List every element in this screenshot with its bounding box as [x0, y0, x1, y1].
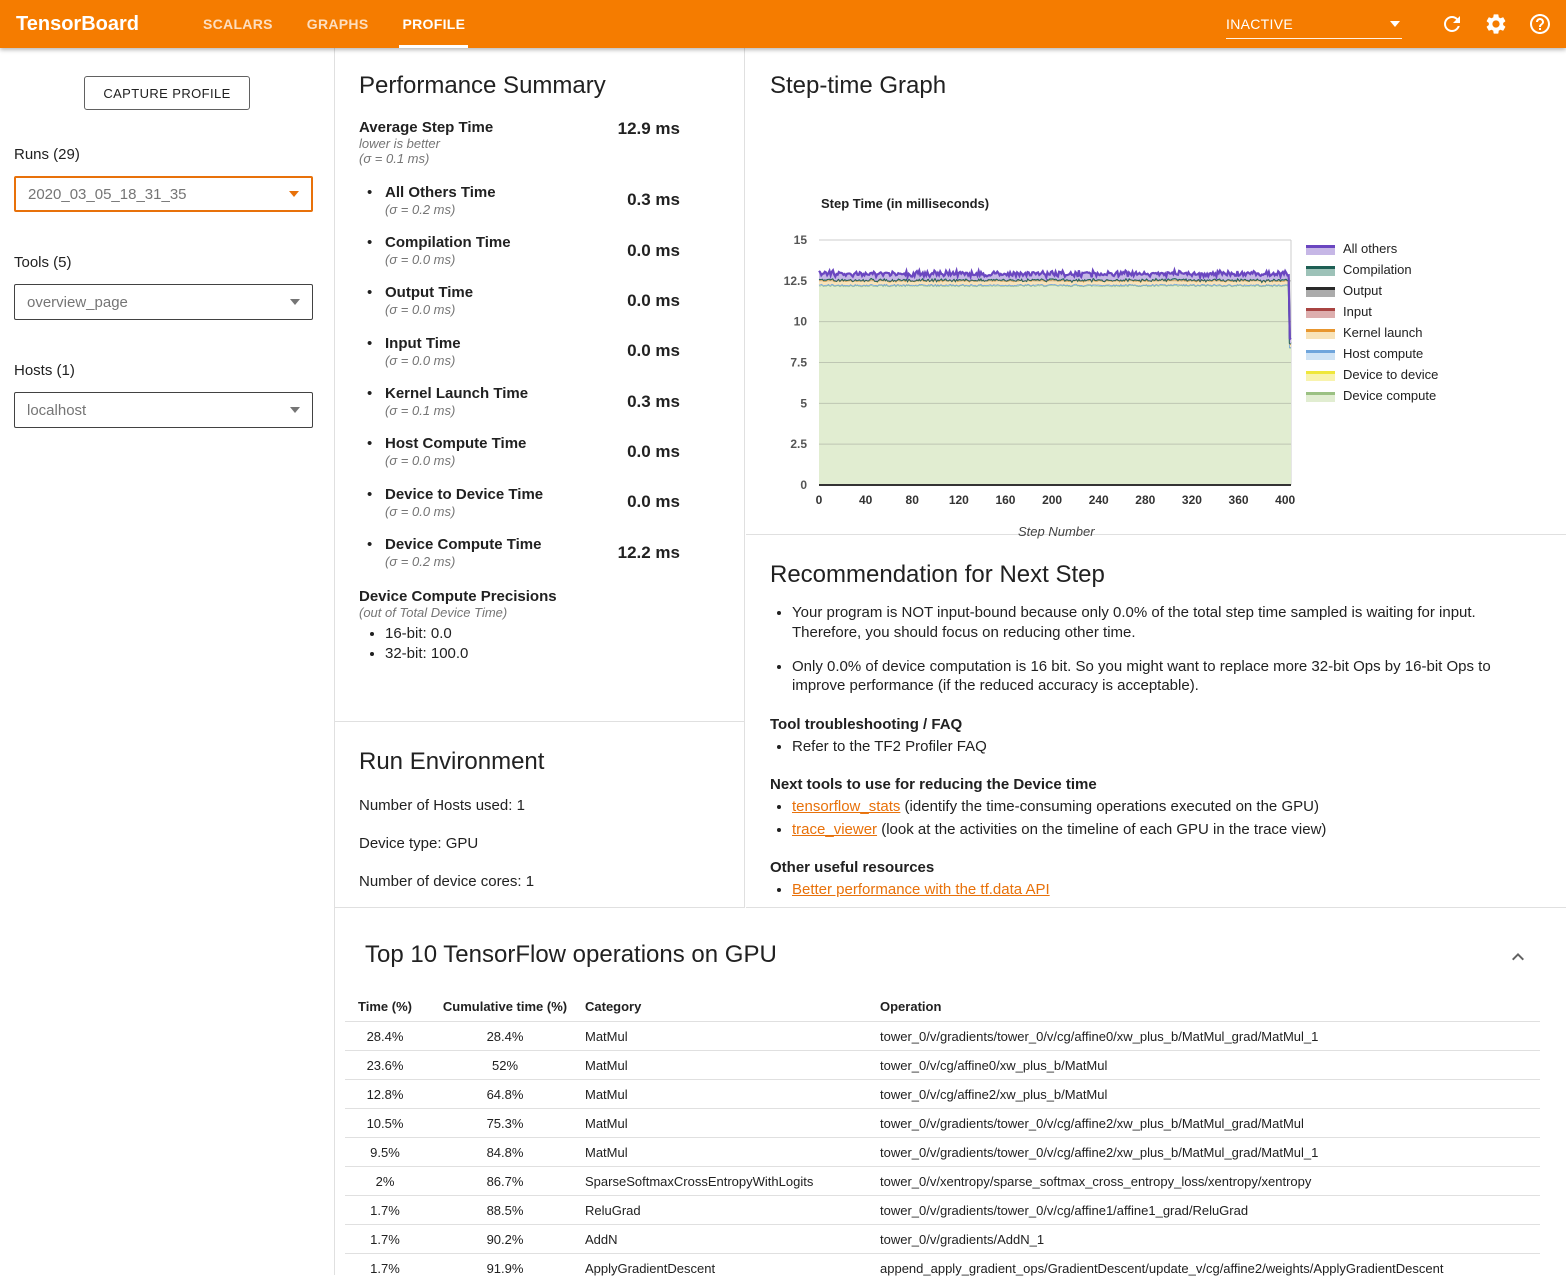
table-row [345, 1108, 1540, 1137]
settings-gear-icon[interactable] [1484, 12, 1508, 36]
svg-text:10: 10 [793, 314, 807, 329]
performance-item-label: Device Compute Time [385, 535, 542, 553]
recommendation-link[interactable]: trace_viewer [792, 820, 878, 838]
table-row [345, 1224, 1540, 1253]
performance-item-sigma: (σ = 0.0 ms) [385, 352, 456, 368]
table-cell: MatMul [585, 1057, 628, 1073]
recommendation-link[interactable]: Better performance with the tf.data API [792, 880, 1050, 898]
svg-text:120: 120 [948, 493, 969, 507]
performance-item-label: All Others Time [385, 183, 496, 201]
legend-fill [1306, 332, 1335, 339]
tools-dropdown[interactable] [14, 284, 313, 320]
table-cell: tower_0/v/gradients/AddN_1 [880, 1231, 1045, 1247]
right-column [746, 48, 1566, 908]
step-time-graph-title: Step-time Graph [770, 72, 947, 99]
svg-text:12.5: 12.5 [783, 273, 807, 288]
legend-swatch-device-compute [1306, 390, 1335, 402]
step-time-chart [746, 166, 1566, 539]
table-cell: 86.7% [486, 1173, 524, 1189]
average-step-time-sigma: (σ = 0.1 ms) [359, 151, 430, 167]
column-header: Time (%) [358, 998, 412, 1014]
legend-fill [1306, 374, 1335, 381]
table-cell: 88.5% [486, 1202, 524, 1218]
performance-item-value: 12.2 ms [617, 542, 680, 562]
recommendation-item [792, 880, 1536, 899]
hosts-dropdown-value: localhost [27, 401, 87, 419]
run-environment-line: Number of Hosts used: 1 [359, 797, 525, 814]
svg-text:7.5: 7.5 [790, 355, 807, 370]
performance-item-label: Compilation Time [385, 233, 511, 251]
legend-fill [1306, 353, 1335, 360]
tools-dropdown-value: overview_page [27, 293, 128, 311]
table-cell: tower_0/v/cg/affine0/xw_plus_b/MatMul [880, 1057, 1108, 1073]
legend-swatch-input [1306, 306, 1335, 318]
table-cell: 28.4% [366, 1028, 404, 1044]
step-time-chart-canvas [746, 210, 1566, 510]
hosts-label: Hosts (1) [14, 362, 75, 379]
step-time-graph-card [746, 48, 1566, 539]
legend-item [1306, 322, 1438, 343]
performance-item-text [385, 234, 511, 267]
table-cell: MatMul [585, 1115, 628, 1131]
recommendation-bullet: • Only 0.0% of device computation is 16 bit. So you might want to replace more 32-bit Ops by 16-bit Ops to improve performance (if the reduced accuracy is acceptable). [792, 657, 1536, 697]
bullet-dot: • [367, 183, 373, 201]
svg-text:400: 400 [1275, 493, 1296, 507]
performance-item [359, 435, 720, 468]
legend-label: Compilation [1343, 262, 1412, 277]
runs-group [0, 146, 334, 212]
legend-fill [1306, 290, 1335, 297]
x-axis-title: Step Number [1018, 524, 1095, 539]
legend-swatch-output [1306, 285, 1335, 297]
chevron-down-icon [1390, 21, 1400, 27]
svg-text:0: 0 [800, 478, 807, 492]
recommendation-section [770, 716, 1536, 756]
hosts-dropdown[interactable] [14, 392, 313, 428]
legend-label: Device compute [1343, 388, 1437, 403]
runs-dropdown[interactable] [14, 176, 313, 212]
performance-item-text [385, 536, 541, 569]
recommendation-section-heading: Other useful resources [770, 858, 935, 876]
svg-text:280: 280 [1135, 493, 1156, 507]
table-cell: 1.7% [370, 1260, 400, 1276]
table-cell: 52% [491, 1057, 519, 1073]
legend-fill [1306, 248, 1335, 255]
legend-item [1306, 343, 1438, 364]
table-cell: MatMul [585, 1028, 628, 1044]
table-cell: tower_0/v/gradients/tower_0/v/cg/affine0/xw_plus_b/MatMul_grad/MatMul_1 [880, 1028, 1319, 1044]
table-cell: SparseSoftmaxCrossEntropyWithLogits [585, 1173, 814, 1189]
performance-breakdown-list [359, 184, 720, 570]
runs-label: Runs (29) [14, 146, 80, 163]
main-content [335, 48, 1566, 1275]
recommendation-card [746, 535, 1566, 899]
top-app-bar [0, 0, 1566, 48]
table-row [345, 1050, 1540, 1079]
top-ops-header [335, 909, 1566, 969]
collapse-chevron-up-icon[interactable] [1506, 945, 1530, 969]
average-step-time-note: lower is better [359, 136, 440, 151]
table-cell: 91.9% [486, 1260, 524, 1276]
table-row [345, 1137, 1540, 1166]
recommendation-title: Recommendation for Next Step [770, 561, 1105, 588]
precisions-note: (out of Total Device Time) [359, 605, 508, 621]
svg-text:360: 360 [1228, 493, 1249, 507]
performance-item-value: 0.3 ms [627, 391, 680, 411]
precisions-label: Device Compute Precisions [359, 588, 557, 606]
column-header: Cumulative time (%) [442, 998, 568, 1014]
chevron-down-icon [290, 407, 300, 413]
performance-item-value: 0.0 ms [627, 290, 680, 310]
legend-swatch-all-others [1306, 243, 1335, 255]
legend-label: Kernel launch [1343, 325, 1423, 340]
bullet-dot: • [367, 233, 373, 251]
hosts-group [0, 362, 334, 428]
tab-scalars[interactable]: SCALARS [203, 16, 273, 32]
performance-item-text [385, 385, 528, 418]
table-row [345, 1253, 1540, 1282]
legend-swatch-device-to-device [1306, 369, 1335, 381]
column-header: Operation [880, 998, 942, 1014]
table-cell: tower_0/v/xentropy/sparse_softmax_cross_entropy_loss/xentropy/xentropy [880, 1173, 1312, 1189]
run-environment-line: Device type: GPU [359, 835, 479, 852]
nav-tabs [186, 0, 482, 48]
recommendation-section-heading: Tool troubleshooting / FAQ [770, 716, 963, 734]
table-cell: 28.4% [486, 1028, 524, 1044]
table-cell: 84.8% [486, 1144, 524, 1160]
table-row [345, 1079, 1540, 1108]
table-cell: MatMul [585, 1086, 628, 1102]
precision-item: • 32-bit: 100.0 [385, 645, 720, 662]
table-cell: append_apply_gradient_ops/GradientDescent/update_v/cg/affine2/weights/ApplyGradientDescent [880, 1260, 1444, 1276]
average-step-time-value: 12.9 ms [617, 119, 680, 138]
svg-text:40: 40 [858, 493, 873, 507]
average-step-time [359, 119, 720, 167]
legend-label: Input [1343, 304, 1372, 319]
performance-item-value: 0.0 ms [627, 441, 680, 461]
bullet-dot: • [367, 384, 373, 402]
legend-swatch-kernel-launch [1306, 327, 1335, 339]
svg-text:80: 80 [905, 493, 919, 507]
performance-item-label: Input Time [385, 334, 461, 352]
table-cell: ReluGrad [585, 1202, 641, 1218]
recommendation-link[interactable]: tensorflow_stats [792, 798, 901, 816]
performance-item-value: 0.0 ms [627, 240, 680, 260]
performance-item-text [385, 184, 496, 217]
table-cell: MatMul [585, 1144, 628, 1160]
recommendation-item: • tensorflow_stats (identify the time-consuming operations executed on the GPU) [792, 797, 1536, 816]
average-step-time-label: Average Step Time [359, 119, 494, 136]
chart-title: Step Time (in milliseconds) [821, 196, 990, 211]
bullet-dot: • [367, 535, 373, 553]
bullet-dot: • [367, 485, 373, 503]
chevron-down-icon [289, 191, 299, 197]
performance-item-label: Kernel Launch Time [385, 384, 529, 402]
table-cell: 75.3% [486, 1115, 524, 1131]
legend-fill [1306, 311, 1335, 318]
table-cell: 90.2% [486, 1231, 524, 1247]
performance-item [359, 486, 720, 519]
legend-item [1306, 385, 1438, 406]
performance-item-text [385, 435, 526, 468]
performance-item [359, 284, 720, 317]
legend-item [1306, 364, 1438, 385]
table-cell: 9.5% [370, 1144, 400, 1160]
performance-item-label: Output Time [385, 284, 474, 302]
svg-text:240: 240 [1088, 493, 1109, 507]
performance-item-label: Host Compute Time [385, 435, 527, 453]
performance-item-sigma: (σ = 0.0 ms) [385, 453, 456, 469]
table-cell: AddN [585, 1231, 618, 1247]
table-row [345, 1195, 1540, 1224]
performance-item-sigma: (σ = 0.2 ms) [385, 201, 456, 217]
recommendation-bullet: • Your program is NOT input-bound because only 0.0% of the total step time sampled is waiting for input. Therefore, you should focus on reducing other time. [792, 603, 1536, 643]
capture-profile-button[interactable]: CAPTURE PROFILE [84, 76, 250, 110]
table-cell: tower_0/v/gradients/tower_0/v/cg/affine2/xw_plus_b/MatMul_grad/MatMul_1 [880, 1144, 1319, 1160]
performance-item [359, 184, 720, 217]
help-icon[interactable] [1528, 12, 1552, 36]
table-cell: 10.5% [366, 1115, 404, 1131]
bullet-dot: • [367, 334, 373, 352]
run-environment-title: Run Environment [359, 748, 545, 775]
table-cell: tower_0/v/cg/affine2/xw_plus_b/MatMul [880, 1086, 1108, 1102]
legend-swatch-compilation [1306, 264, 1335, 276]
legend-label: Output [1343, 283, 1383, 298]
topbar-controls [1226, 0, 1566, 48]
performance-item [359, 234, 720, 267]
table-cell: tower_0/v/gradients/tower_0/v/cg/affine1/affine1_grad/ReluGrad [880, 1202, 1249, 1218]
chevron-down-icon [290, 299, 300, 305]
table-row [345, 1021, 1540, 1050]
legend-item [1306, 301, 1438, 322]
table-cell: ApplyGradientDescent [585, 1260, 716, 1276]
svg-text:160: 160 [995, 493, 1016, 507]
performance-item-value: 0.0 ms [627, 341, 680, 361]
table-cell: 64.8% [486, 1086, 524, 1102]
table-cell: 1.7% [370, 1231, 400, 1247]
svg-text:320: 320 [1181, 493, 1202, 507]
recommendation-section [770, 776, 1536, 838]
tab-graphs[interactable]: GRAPHS [306, 16, 369, 32]
table-cell: 1.7% [370, 1202, 400, 1218]
status-dropdown[interactable] [1226, 9, 1402, 39]
legend-label: Device to device [1343, 367, 1439, 382]
performance-item-sigma: (σ = 0.0 ms) [385, 503, 456, 519]
legend-item [1306, 238, 1438, 259]
svg-text:200: 200 [1042, 493, 1063, 507]
performance-summary-title: Performance Summary [359, 72, 606, 99]
table-cell: 12.8% [366, 1086, 404, 1102]
performance-item [359, 335, 720, 368]
legend-swatch-host-compute [1306, 348, 1335, 360]
column-header: Category [585, 998, 642, 1014]
top-ops-title: Top 10 TensorFlow operations on GPU [365, 941, 777, 968]
top-ops-table [345, 991, 1540, 1282]
performance-item-label: Device to Device Time [385, 485, 544, 503]
recommendation-section-heading: Next tools to use for reducing the Device time [770, 776, 1097, 794]
svg-text:0: 0 [815, 493, 823, 507]
top-ops-card [335, 909, 1566, 1275]
table-row [345, 1166, 1540, 1195]
tools-group [0, 254, 334, 320]
reload-icon[interactable] [1440, 12, 1464, 36]
performance-item-value: 0.0 ms [627, 492, 680, 512]
performance-item-sigma: (σ = 0.1 ms) [385, 402, 456, 418]
table-cell: 23.6% [366, 1057, 404, 1073]
performance-item-text [385, 284, 473, 317]
performance-item-text [385, 486, 543, 519]
legend-item [1306, 280, 1438, 301]
performance-item-sigma: (σ = 0.0 ms) [385, 251, 456, 267]
legend-label: Host compute [1343, 346, 1424, 361]
run-environment-line: Number of device cores: 1 [359, 873, 535, 890]
legend-label: All others [1343, 241, 1398, 256]
runs-dropdown-value: 2020_03_05_18_31_35 [28, 185, 187, 203]
recommendation-item: • trace_viewer (look at the activities on the timeline of each GPU in the trace view) [792, 820, 1536, 839]
performance-item-value: 0.3 ms [627, 190, 680, 210]
chart-legend [1306, 238, 1438, 406]
status-dropdown-value: INACTIVE [1226, 15, 1293, 32]
performance-item-sigma: (σ = 0.2 ms) [385, 553, 456, 569]
bullet-dot: • [367, 284, 373, 302]
legend-fill [1306, 395, 1335, 402]
legend-fill [1306, 269, 1335, 276]
performance-item [359, 385, 720, 418]
svg-text:15: 15 [793, 233, 807, 247]
bullet-dot: • [367, 435, 373, 453]
performance-item [359, 536, 720, 569]
run-environment-card [335, 722, 744, 916]
tab-profile[interactable]: PROFILE [385, 0, 482, 48]
svg-text:2.5: 2.5 [790, 437, 807, 452]
recommendation-section [770, 859, 1536, 899]
device-compute-precisions [359, 588, 720, 661]
precision-item: • 16-bit: 0.0 [385, 625, 720, 642]
table-cell: 2% [375, 1173, 395, 1189]
recommendation-item: • Refer to the TF2 Profiler FAQ [792, 737, 1536, 756]
sidebar [0, 48, 335, 1275]
table-header-row [345, 991, 1540, 1021]
performance-item-sigma: (σ = 0.0 ms) [385, 302, 456, 318]
svg-text:5: 5 [800, 396, 807, 411]
app-logo: TensorBoard [16, 13, 139, 35]
tools-label: Tools (5) [14, 254, 72, 271]
performance-item-text [385, 335, 461, 368]
legend-item [1306, 259, 1438, 280]
table-cell: tower_0/v/gradients/tower_0/v/cg/affine2/xw_plus_b/MatMul_grad/MatMul [880, 1115, 1304, 1131]
performance-summary-card [335, 48, 744, 722]
left-column [335, 48, 745, 908]
